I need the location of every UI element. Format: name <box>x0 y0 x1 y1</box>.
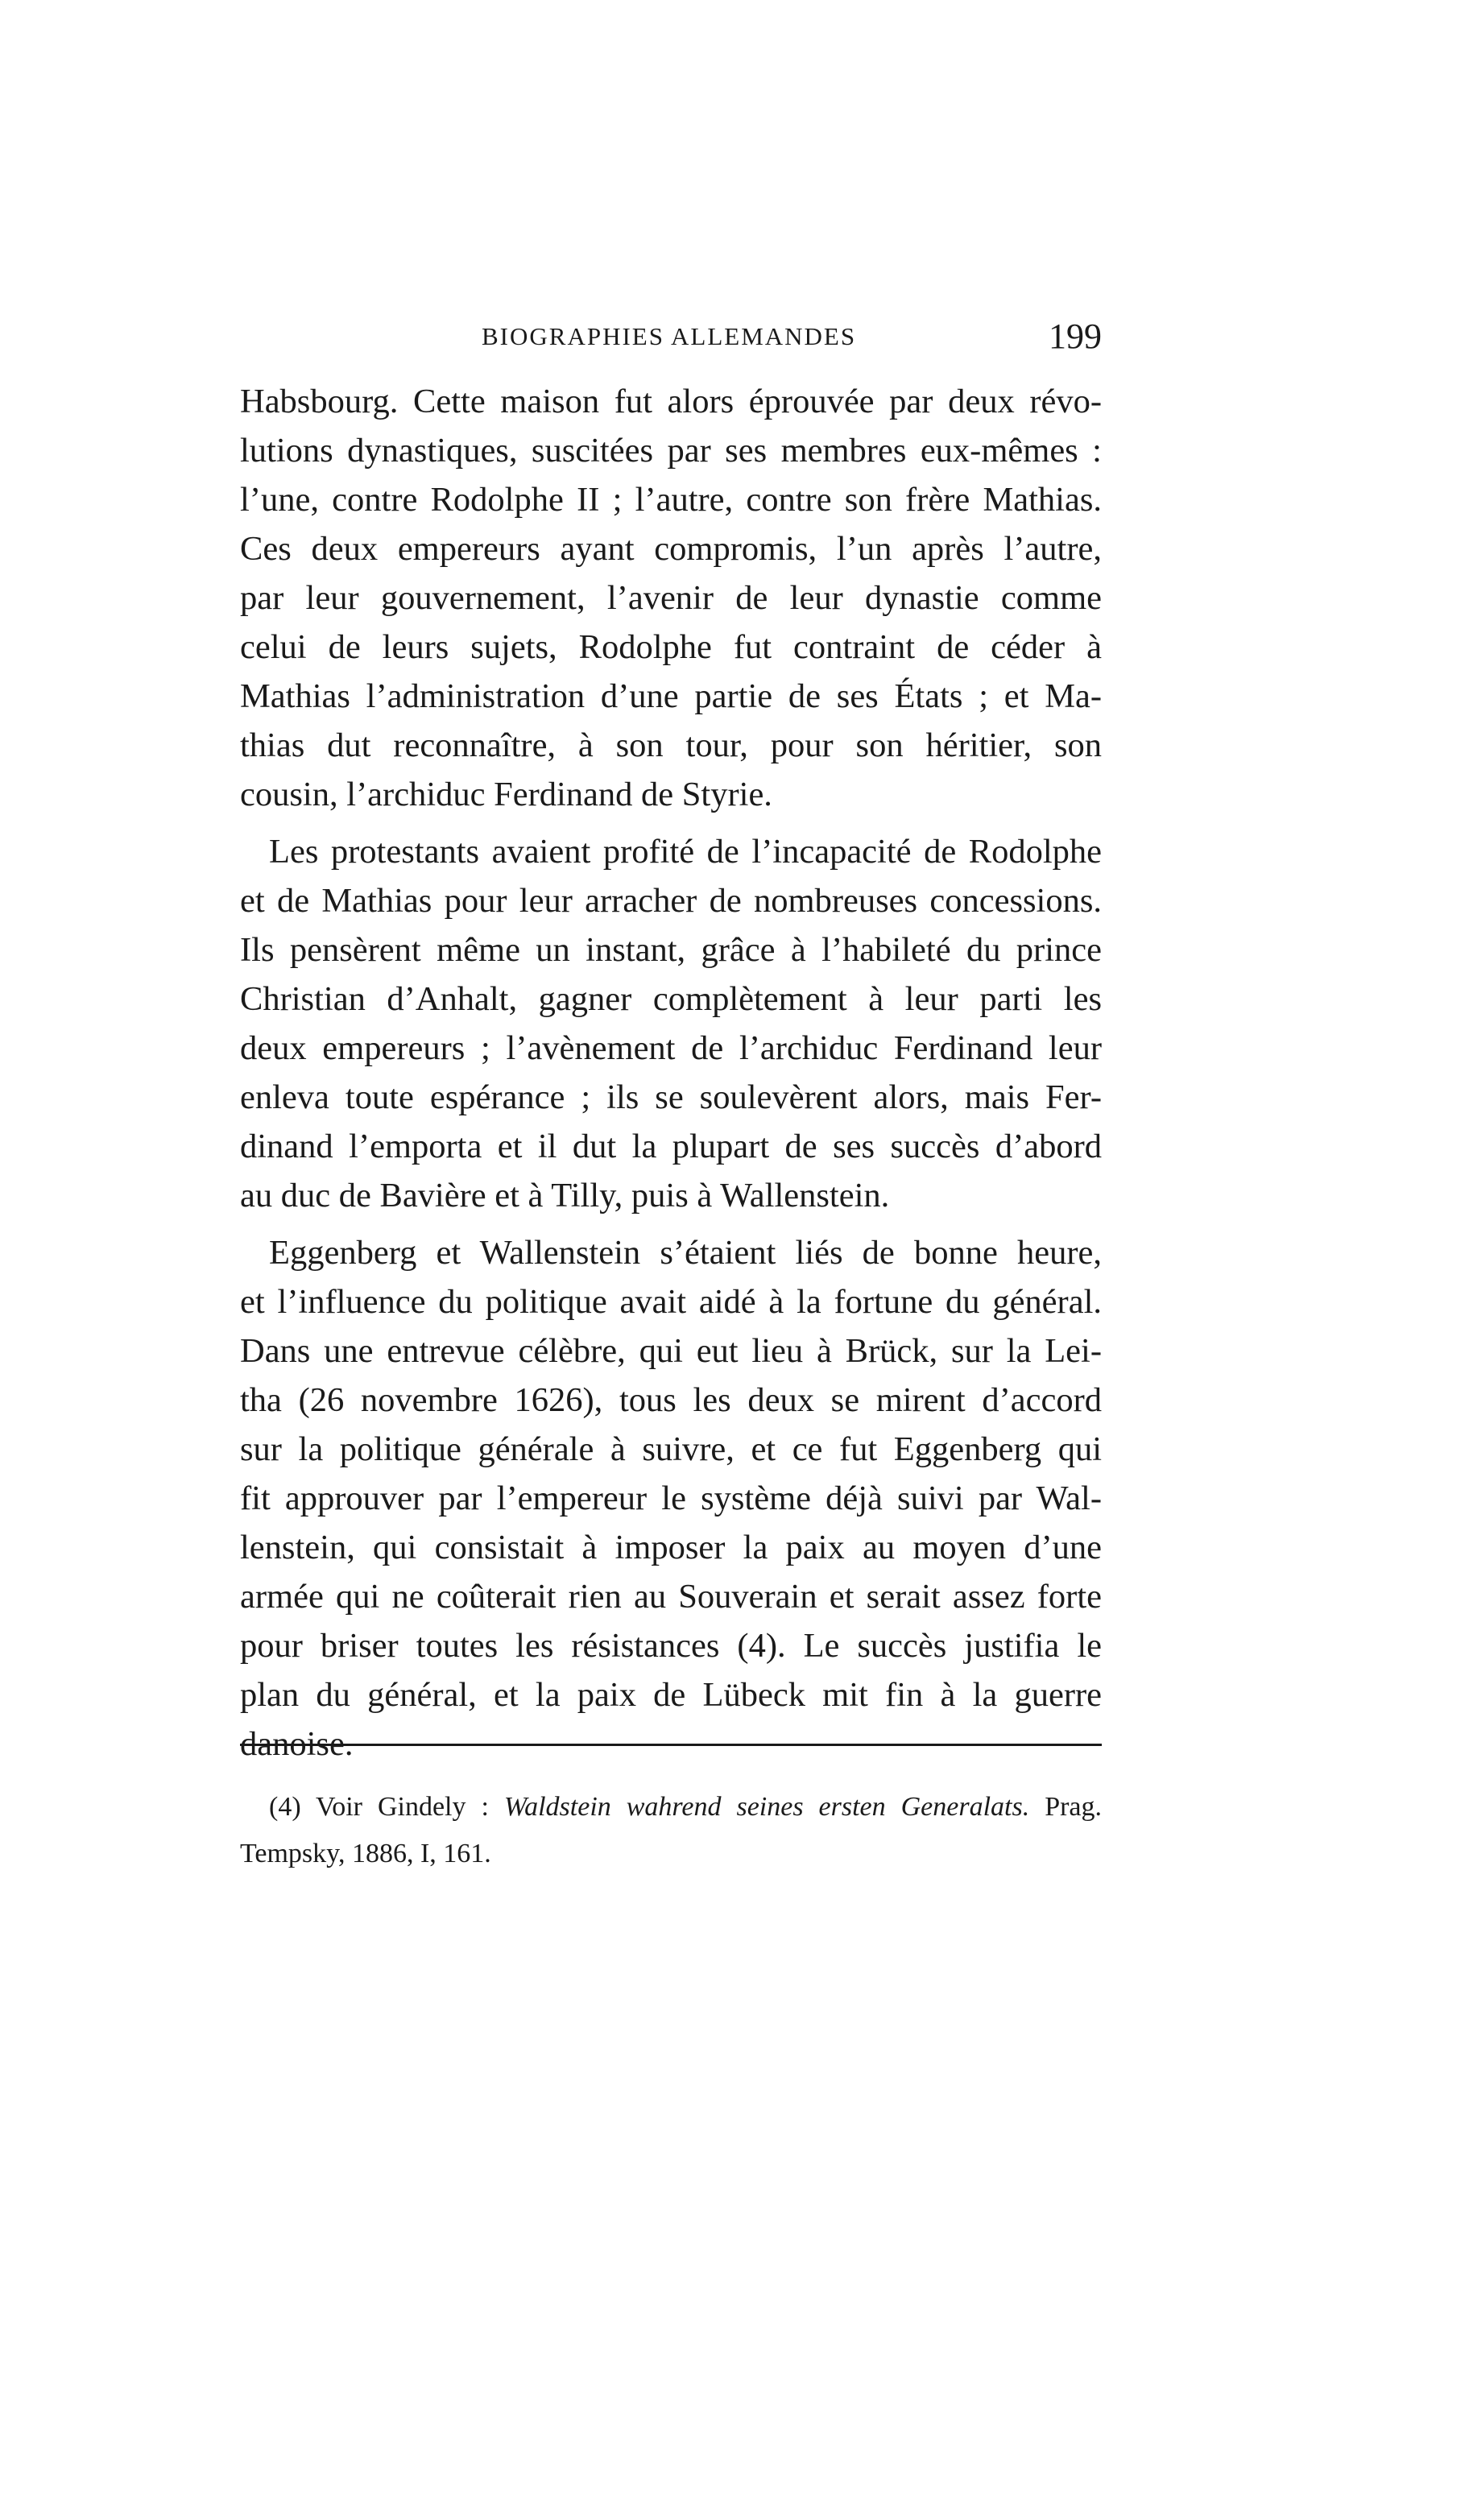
text-line: enleva toute espérance ; ils se soulevèrent alors, mais Fer- <box>240 1078 1102 1116</box>
footnote-marker: (4) <box>269 1792 301 1822</box>
text-line: Ces deux empereurs ayant compromis, l’un après l’autre, <box>240 530 1102 568</box>
footnotes <box>240 1784 1102 1877</box>
footnote-place: Prag. <box>1045 1792 1103 1822</box>
text-line: lenstein, qui consistait à imposer la paix au moyen d’une <box>240 1529 1102 1566</box>
footnote-lead: Voir Gindely : <box>316 1792 489 1822</box>
footnote-line <box>240 1784 1102 1831</box>
text-line: Habsbourg. Cette maison fut alors éprouvée par deux révo- <box>240 383 1102 420</box>
text-line: danoise. <box>240 1725 354 1763</box>
text-line: Mathias l’administration d’une partie de ses États ; et Ma- <box>240 677 1102 715</box>
text-line: par leur gouvernement, l’avenir de leur dynastie comme <box>240 579 1102 617</box>
page-number: 199 <box>1049 317 1102 356</box>
paragraph-3 <box>240 1228 1102 1769</box>
text-line: fit approuver par l’empereur le système déjà suivi par Wal- <box>240 1479 1102 1517</box>
text-line: sur la politique générale à suivre, et ce fut Eggenberg qui <box>240 1430 1102 1468</box>
text-line: armée qui ne coûterait rien au Souverain et serait assez forte <box>240 1578 1102 1616</box>
text-line: Christian d’Anhalt, gagner complètement à leur parti les <box>240 980 1102 1018</box>
text-line: lutions dynastiques, suscitées par ses membres eux-mêmes : <box>240 432 1102 470</box>
paragraph-1 <box>240 377 1102 819</box>
text-line: deux empereurs ; l’avènement de l’archiduc Ferdinand leur <box>240 1029 1102 1067</box>
body-text <box>240 377 1102 1777</box>
text-line: et l’influence du politique avait aidé à la fortune du général. <box>240 1283 1102 1321</box>
text-line: l’une, contre Rodolphe II ; l’autre, contre son frère Mathias. <box>240 481 1102 519</box>
text-line: plan du général, et la paix de Lübeck mit fin à la guerre <box>240 1676 1102 1714</box>
text-line: dinand l’emporta et il dut la plupart de ses succès d’abord <box>240 1128 1102 1165</box>
text-line: Ils pensèrent même un instant, grâce à l’habileté du prince <box>240 931 1102 969</box>
running-title: BIOGRAPHIES ALLEMANDES <box>482 322 857 350</box>
text-line: pour briser toutes les résistances (4). Le succès justifia le <box>240 1627 1102 1665</box>
text-line: au duc de Bavière et à Tilly, puis à Wallenstein. <box>240 1177 890 1214</box>
text-line: tha (26 novembre 1626), tous les deux se mirent d’accord <box>240 1381 1102 1419</box>
running-head <box>240 316 1102 364</box>
text-line: cousin, l’archiduc Ferdinand de Styrie. <box>240 776 772 813</box>
text-line: Eggenberg et Wallenstein s’étaient liés de bonne heure, <box>269 1234 1102 1272</box>
text-line: et de Mathias pour leur arracher de nombreuses concessions. <box>240 882 1102 920</box>
footnote-cited-title: Waldstein wahrend seines ersten Generalats. <box>503 1792 1030 1822</box>
footnote-line: Tempsky, 1886, I, 161. <box>240 1839 491 1868</box>
text-line: Dans une entrevue célèbre, qui eut lieu à Brück, sur la Lei- <box>240 1332 1102 1370</box>
footnote-rule <box>240 1744 1102 1746</box>
text-line: Les protestants avaient profité de l’incapacité de Rodolphe <box>269 833 1102 871</box>
text-line: celui de leurs sujets, Rodolphe fut contraint de céder à <box>240 628 1102 666</box>
paragraph-2 <box>240 827 1102 1220</box>
text-line: thias dut reconnaître, à son tour, pour son héritier, son <box>240 726 1102 764</box>
